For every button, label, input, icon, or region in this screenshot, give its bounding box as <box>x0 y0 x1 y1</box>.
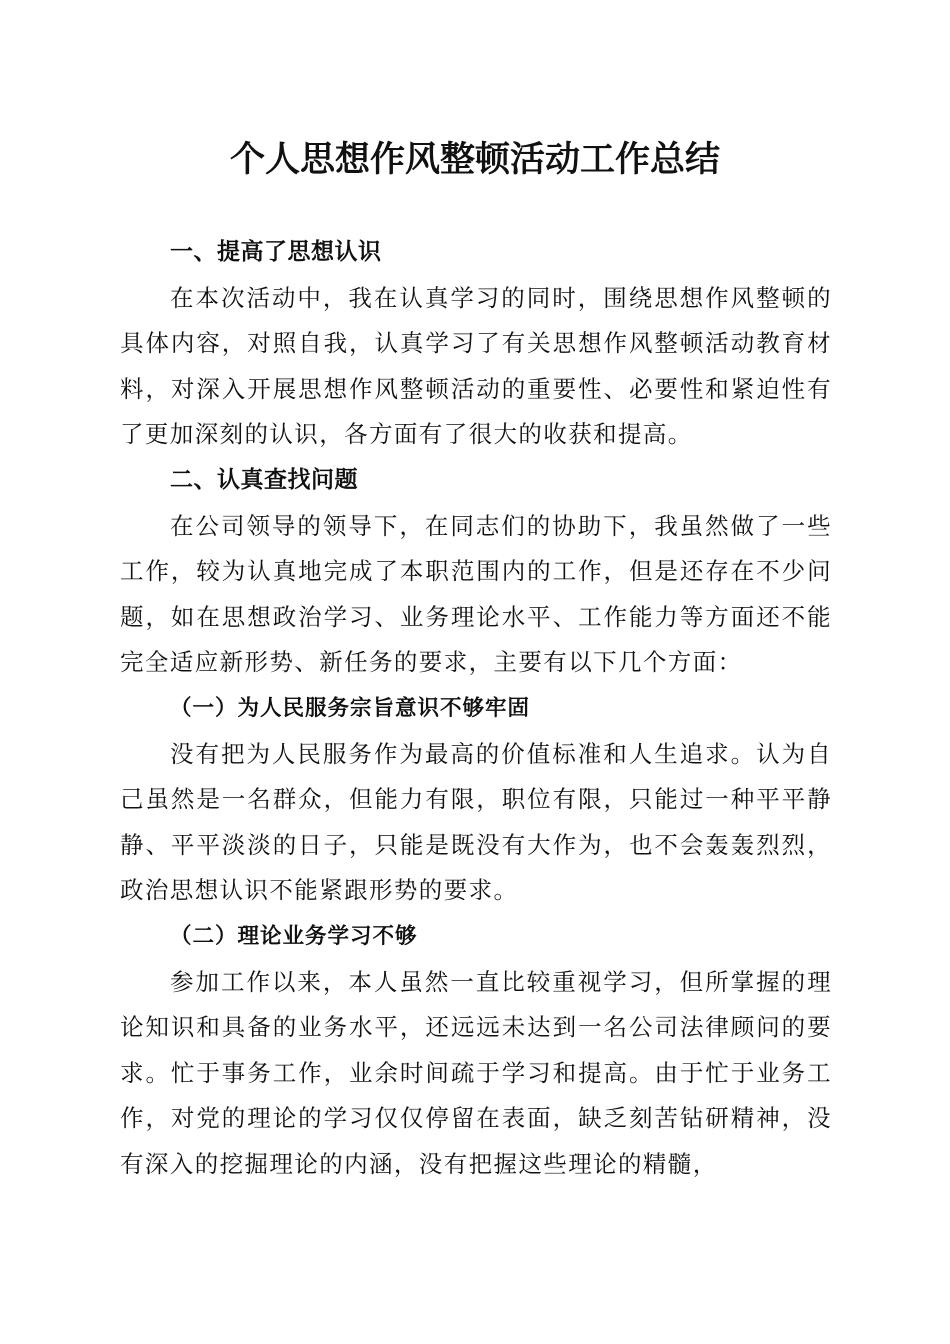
subsection-heading-2: （二）理论业务学习不够 <box>170 923 418 949</box>
section-heading-2: 二、认真查找问题 <box>170 466 358 493</box>
section-paragraph-1: 在本次活动中，我在认真学习的同时，围绕思想作风整顿的具体内容，对照自我，认真学习了有关思想作风整顿活动教育材料，对深入开展思想作风整顿活动的重要性、必要性和紧迫性有了更加深刻的认识，各方面有了很大的收获和提高。 <box>120 283 832 449</box>
document-title: 个人思想作风整顿活动工作总结 <box>229 139 720 180</box>
section-paragraph-2: 在公司领导的领导下，在同志们的协助下，我虽然做了一些工作，较为认真地完成了本职范围内的工作，但是还存在不少问题，如在思想政治学习、业务理论水平、工作能力等方面还不能完全适应新形势、新任务的要求，主要有以下几个方面： <box>120 511 832 677</box>
section-heading-1: 一、提高了思想认识 <box>170 239 382 265</box>
document-body <box>120 230 832 1187</box>
subsection-paragraph-2: 参加工作以来，本人虽然一直比较重视学习，但所掌握的理论知识和具备的业务水平，还远远未达到一名公司法律顾问的要求。忙于事务工作，业余时间疏于学习和提高。由于忙于业务工作，对党的理论的学习仅仅停留在表面，缺乏刻苦钻研精神，没有深入的挖掘理论的内涵，没有把握这些理论的精髓， <box>120 967 832 1178</box>
subsection-heading-1: （一）为人民服务宗旨意识不够牢固 <box>170 695 531 721</box>
subsection-paragraph-1: 没有把为人民服务作为最高的价值标准和人生追求。认为自己虽然是一名群众，但能力有限，职位有限，只能过一种平平静静、平平淡淡的日子，只能是既没有大作为，也不会轰轰烈烈，政治思想认识不能紧跟形势的要求。 <box>120 739 832 905</box>
